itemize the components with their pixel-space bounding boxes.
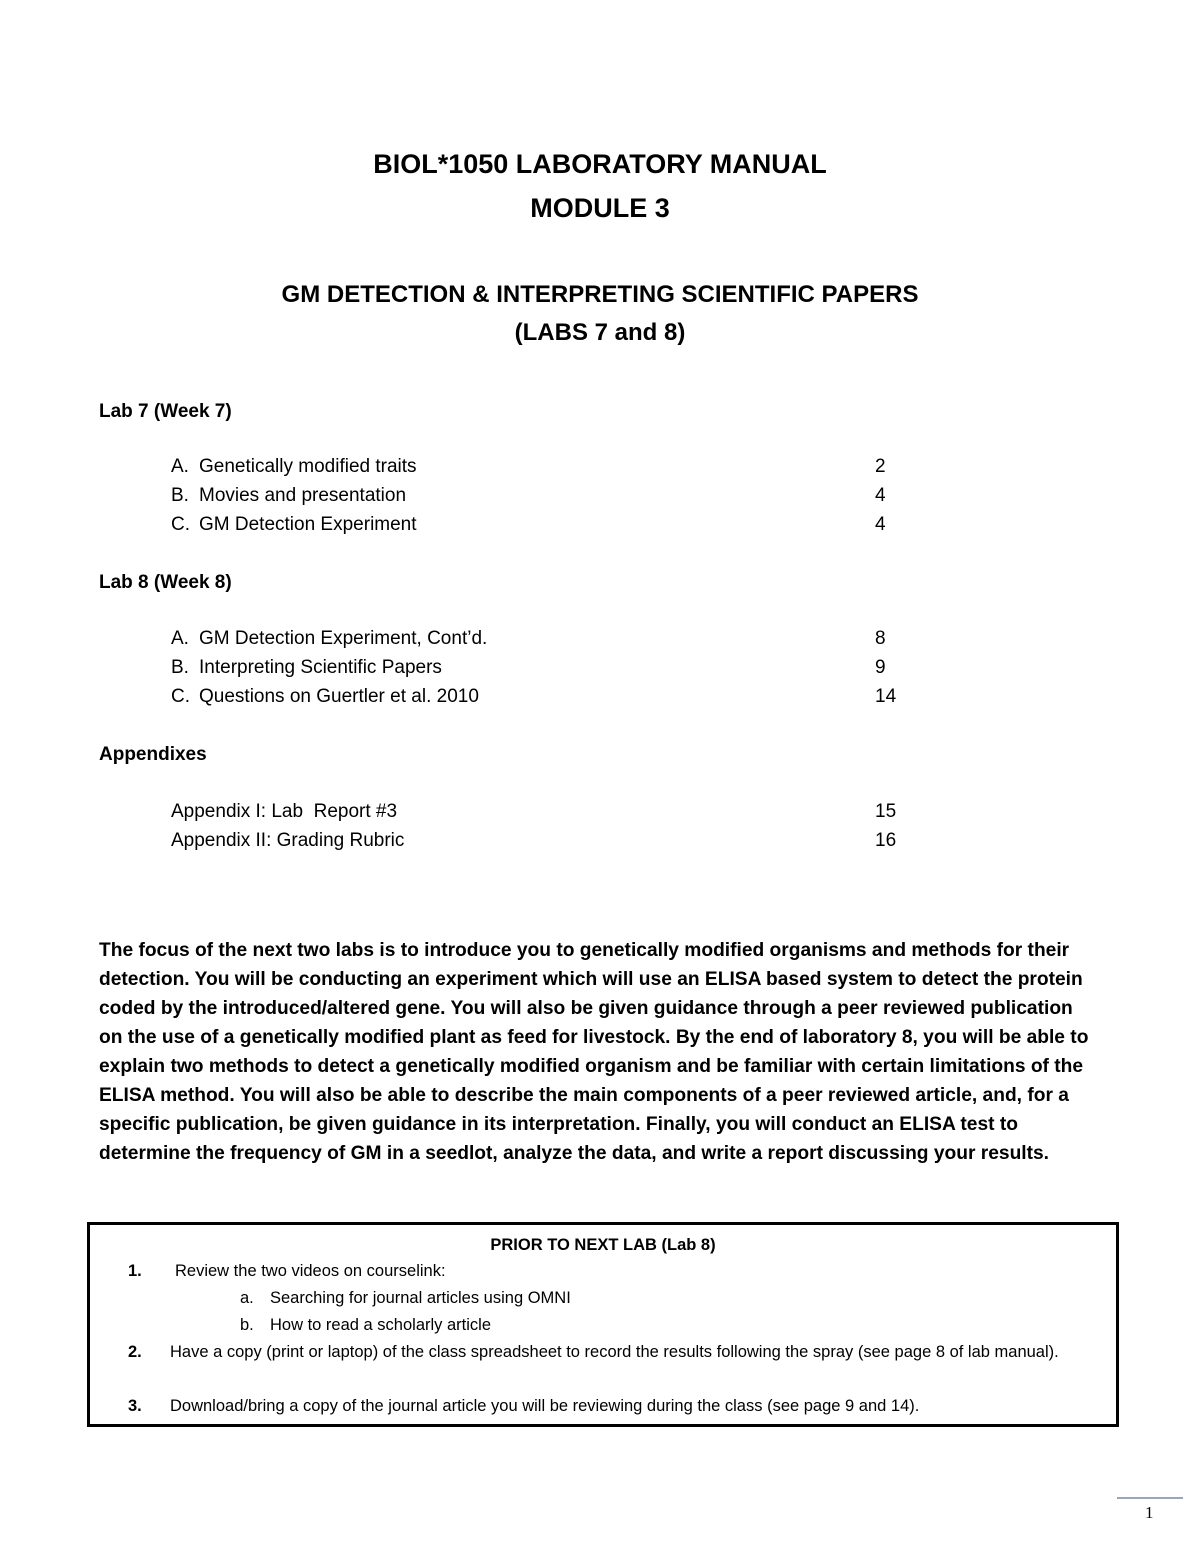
prior-subitem-letter: a. (240, 1289, 254, 1307)
toc-entry-letter: C. (171, 686, 190, 707)
prior-item-number: 1. (128, 1262, 142, 1280)
appendixes-heading: Appendixes (99, 744, 207, 765)
toc-entry (171, 452, 911, 481)
toc-entry (171, 797, 911, 826)
prior-subitem (240, 1312, 491, 1339)
toc-entry-letter: C. (171, 514, 190, 535)
intro-paragraph: The focus of the next two labs is to introduce you to genetically modified organisms and methods for their detection. You will be conducting an experiment which will use an ELISA based system to detect the protein coded by the introduced/altered gene. You will also be given guidance through a peer reviewed publication on the use of a genetically modified plant as feed for livestock. By the end of laboratory 8, you will be able to explain two methods to detect a genetically modified organism and be familiar with certain limitations of the ELISA method. You will also be able to describe the main components of a peer reviewed article, and, for a specific publication, be given guidance in its interpretation. Finally, you will conduct an ELISA test to determine the frequency of GM in a seedlot, analyze the data, and write a report discussing your results. (99, 940, 1089, 1164)
toc-entry-label: GM Detection Experiment (199, 514, 417, 535)
title-line-1: BIOL*1050 LABORATORY MANUAL (373, 149, 827, 179)
toc-entry-page: 8 (875, 628, 886, 649)
prior-item (128, 1258, 1118, 1285)
prior-subitem-text: How to read a scholarly article (270, 1316, 492, 1334)
lab7-heading: Lab 7 (Week 7) (99, 401, 232, 422)
subtitle-line-1: GM DETECTION & INTERPRETING SCIENTIFIC PAPERS (281, 281, 919, 308)
prior-subitem (240, 1285, 571, 1312)
toc-entry-letter: B. (171, 657, 189, 678)
toc-entry-letter: A. (171, 456, 189, 477)
toc-entry-page: 4 (875, 514, 886, 535)
toc-entry (171, 682, 911, 711)
toc-entry-label: Questions on Guertler et al. 2010 (199, 686, 479, 707)
toc-entry-label: Appendix II: Grading Rubric (171, 830, 405, 851)
toc-entry-page: 14 (875, 686, 897, 707)
prior-item (128, 1393, 1118, 1420)
footer-rule (1117, 1497, 1183, 1499)
toc-entry (171, 653, 911, 682)
prior-item-text: Review the two videos on courselink: (175, 1262, 446, 1280)
toc-entry (171, 510, 911, 539)
title-line-2: MODULE 3 (530, 193, 670, 223)
toc-entry-page: 4 (875, 485, 886, 506)
toc-entry (171, 826, 911, 855)
toc-entry-letter: B. (171, 485, 189, 506)
toc-entry (171, 481, 911, 510)
prior-subitem-letter: b. (240, 1316, 254, 1334)
subtitle-line-2: (LABS 7 and 8) (514, 319, 686, 346)
toc-entry-label: Interpreting Scientific Papers (199, 657, 442, 678)
toc-entry-page: 2 (875, 456, 886, 477)
toc-entry-label: Genetically modified traits (199, 456, 417, 477)
lab7-toc-list (171, 452, 911, 539)
toc-entry-label: Movies and presentation (199, 485, 407, 506)
toc-entry-page: 9 (875, 657, 886, 678)
document-title (0, 142, 1200, 230)
toc-entry (171, 624, 911, 653)
prior-item-number: 2. (128, 1343, 142, 1361)
lab8-toc-list (171, 624, 911, 711)
prior-item-text: Download/bring a copy of the journal article you will be reviewing during the class (see page 9 and 14). (170, 1397, 920, 1415)
prior-subitem-text: Searching for journal articles using OMNI (270, 1289, 571, 1307)
prior-item (128, 1339, 1118, 1366)
toc-entry-letter: A. (171, 628, 189, 649)
lab8-heading: Lab 8 (Week 8) (99, 572, 232, 593)
prior-box-title: PRIOR TO NEXT LAB (Lab 8) (490, 1236, 716, 1254)
document-subtitle (0, 276, 1200, 352)
prior-to-next-lab-box (87, 1222, 1119, 1427)
appendixes-toc-list (171, 797, 911, 855)
toc-entry-label: Appendix I: Lab Report #3 (171, 801, 398, 822)
page-number: 1 (1145, 1503, 1154, 1522)
toc-entry-page: 15 (875, 801, 897, 822)
prior-item-text: Have a copy (print or laptop) of the class spreadsheet to record the results following the spray (see page 8 of lab manual). (170, 1343, 1059, 1361)
prior-item-number: 3. (128, 1397, 142, 1415)
toc-entry-page: 16 (875, 830, 897, 851)
toc-entry-label: GM Detection Experiment, Cont’d. (199, 628, 488, 649)
